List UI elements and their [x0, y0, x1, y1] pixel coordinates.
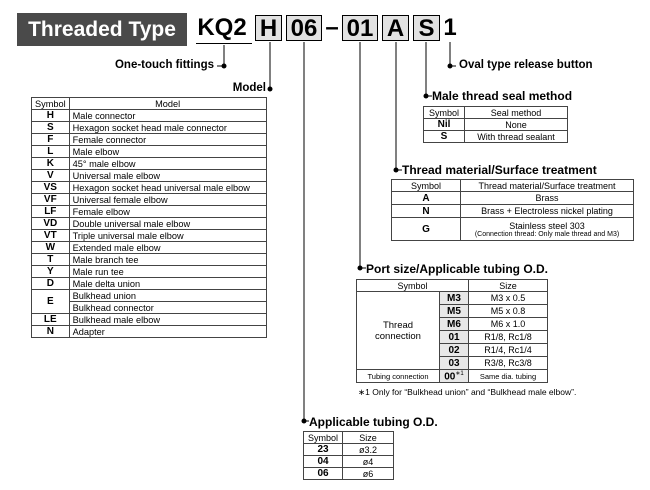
table-row [32, 218, 267, 230]
model-name: Universal female elbow [69, 194, 266, 206]
model-name: Female elbow [69, 206, 266, 218]
model-name: Female connector [69, 134, 266, 146]
port-size: R1/4, Rc1/4 [469, 344, 548, 357]
callout-fittings: One-touch fittings [114, 59, 214, 71]
thread-symbol: N [392, 205, 461, 218]
thread-symbol: A [392, 192, 461, 205]
tubing-heading: Applicable tubing O.D. [309, 415, 438, 429]
table-row [32, 266, 267, 278]
table-row [424, 119, 568, 131]
thread-value-cell [461, 218, 634, 241]
code-series: KQ2 [197, 14, 247, 41]
code-port: 01 [342, 15, 378, 41]
model-symbol: VS [32, 182, 70, 194]
table-row [392, 205, 634, 218]
model-symbol: E [32, 290, 70, 314]
tubing-header-symbol: Symbol [304, 432, 343, 444]
table-row [32, 254, 267, 266]
port-heading: Port size/Applicable tubing O.D. [366, 262, 549, 276]
table-row [32, 290, 267, 302]
port-table [356, 279, 548, 383]
port-size: R1/8, Rc1/8 [469, 331, 548, 344]
seal-table [423, 106, 568, 143]
table-row [32, 230, 267, 242]
seal-value: With thread sealant [465, 131, 568, 143]
thread-value: Stainless steel 303 [509, 220, 585, 231]
model-symbol: VF [32, 194, 70, 206]
code-model: H [255, 15, 282, 41]
thread-value: Brass [461, 192, 634, 205]
table-row [32, 326, 267, 338]
port-header-size: Size [469, 280, 548, 292]
table-row [32, 278, 267, 290]
code-material: A [382, 15, 409, 41]
code-tubing: 06 [286, 15, 322, 41]
tubing-symbol: 04 [304, 456, 343, 468]
tubing-size: ø4 [343, 456, 394, 468]
seal-value: None [465, 119, 568, 131]
model-symbol: VD [32, 218, 70, 230]
seal-symbol: Nil [424, 119, 465, 131]
table-row [392, 192, 634, 205]
port-size: M6 x 1.0 [469, 318, 548, 331]
model-symbol: H [32, 110, 70, 122]
port-symbol: 02 [440, 344, 469, 357]
port-symbol: 03 [440, 357, 469, 370]
model-name: Bulkhead male elbow [69, 314, 266, 326]
model-name: Hexagon socket head male connector [69, 122, 266, 134]
model-name: Triple universal male elbow [69, 230, 266, 242]
model-table [31, 97, 267, 338]
seal-header-symbol: Symbol [424, 107, 465, 119]
table-row [424, 131, 568, 143]
seal-header-method: Seal method [465, 107, 568, 119]
port-size: M5 x 0.8 [469, 305, 548, 318]
table-row [304, 456, 394, 468]
model-name: Adapter [69, 326, 266, 338]
table-row [32, 158, 267, 170]
tubing-size: ø3.2 [343, 444, 394, 456]
table-row [32, 194, 267, 206]
code-seal: S [413, 15, 440, 41]
model-name: Male run tee [69, 266, 266, 278]
code-release: 1 [443, 14, 457, 41]
model-symbol: F [32, 134, 70, 146]
tubing-table [303, 431, 394, 480]
seal-symbol: S [424, 131, 465, 143]
port-size: R3/8, Rc3/8 [469, 357, 548, 370]
model-symbol: T [32, 254, 70, 266]
title-banner: Threaded Type [17, 13, 187, 46]
port-symbol: M5 [440, 305, 469, 318]
model-symbol: L [32, 146, 70, 158]
table-row [304, 444, 394, 456]
model-header-model: Model [69, 98, 266, 110]
model-name: Hexagon socket head universal male elbow [69, 182, 266, 194]
port-symbol: M6 [440, 318, 469, 331]
table-row [32, 242, 267, 254]
model-symbol: VT [32, 230, 70, 242]
model-name: Bulkhead connector [69, 302, 266, 314]
model-symbol: LF [32, 206, 70, 218]
callout-model: Model [232, 82, 266, 94]
table-row [392, 218, 634, 241]
table-row [32, 134, 267, 146]
seal-heading: Male thread seal method [432, 89, 573, 103]
model-name: Extended male elbow [69, 242, 266, 254]
model-name: 45° male elbow [69, 158, 266, 170]
model-symbol: LE [32, 314, 70, 326]
model-symbol: V [32, 170, 70, 182]
model-symbol: N [32, 326, 70, 338]
model-name: Double universal male elbow [69, 218, 266, 230]
model-symbol: Y [32, 266, 70, 278]
tubing-header-size: Size [343, 432, 394, 444]
code-dash: – [325, 14, 339, 41]
table-row [32, 206, 267, 218]
table-row [357, 370, 548, 383]
port-symbol: M3 [440, 292, 469, 305]
callout-release: Oval type release button [459, 59, 593, 71]
thread-header-material: Thread material/Surface treatment [461, 180, 634, 192]
thread-heading: Thread material/Surface treatment [402, 163, 597, 177]
model-symbol: S [32, 122, 70, 134]
model-symbol: W [32, 242, 70, 254]
model-name: Male connector [69, 110, 266, 122]
port-symbol [440, 370, 469, 383]
model-name: Universal male elbow [69, 170, 266, 182]
thread-symbol: G [392, 218, 461, 241]
port-symbol-text: 00 [444, 371, 456, 383]
model-name: Bulkhead union [69, 290, 266, 302]
tubing-symbol: 23 [304, 444, 343, 456]
thread-connection-label: Thread connection [357, 292, 440, 370]
model-header-symbol: Symbol [32, 98, 70, 110]
port-size: Same dia. tubing [469, 370, 548, 383]
port-header-symbol: Symbol [357, 280, 469, 292]
table-row [32, 146, 267, 158]
table-row [304, 468, 394, 480]
tubing-size: ø6 [343, 468, 394, 480]
model-symbol: D [32, 278, 70, 290]
port-footnote: ∗1 Only for “Bulkhead union” and “Bulkhead male elbow”. [358, 387, 577, 397]
thread-table [391, 179, 634, 241]
model-name: Male delta union [69, 278, 266, 290]
table-row [357, 292, 548, 305]
table-row [32, 122, 267, 134]
model-name: Male branch tee [69, 254, 266, 266]
table-row [32, 314, 267, 326]
tubing-connection-label: Tubing connection [357, 370, 440, 383]
footnote-mark: ∗1 [455, 371, 464, 377]
thread-note: (Connection thread: Only male thread and M3) [474, 230, 620, 238]
thread-value: Brass + Electroless nickel plating [461, 205, 634, 218]
tubing-symbol: 06 [304, 468, 343, 480]
table-row [32, 110, 267, 122]
port-size: M3 x 0.5 [469, 292, 548, 305]
table-row [32, 182, 267, 194]
table-row [32, 170, 267, 182]
model-name: Male elbow [69, 146, 266, 158]
thread-header-symbol: Symbol [392, 180, 461, 192]
port-symbol: 01 [440, 331, 469, 344]
model-symbol: K [32, 158, 70, 170]
